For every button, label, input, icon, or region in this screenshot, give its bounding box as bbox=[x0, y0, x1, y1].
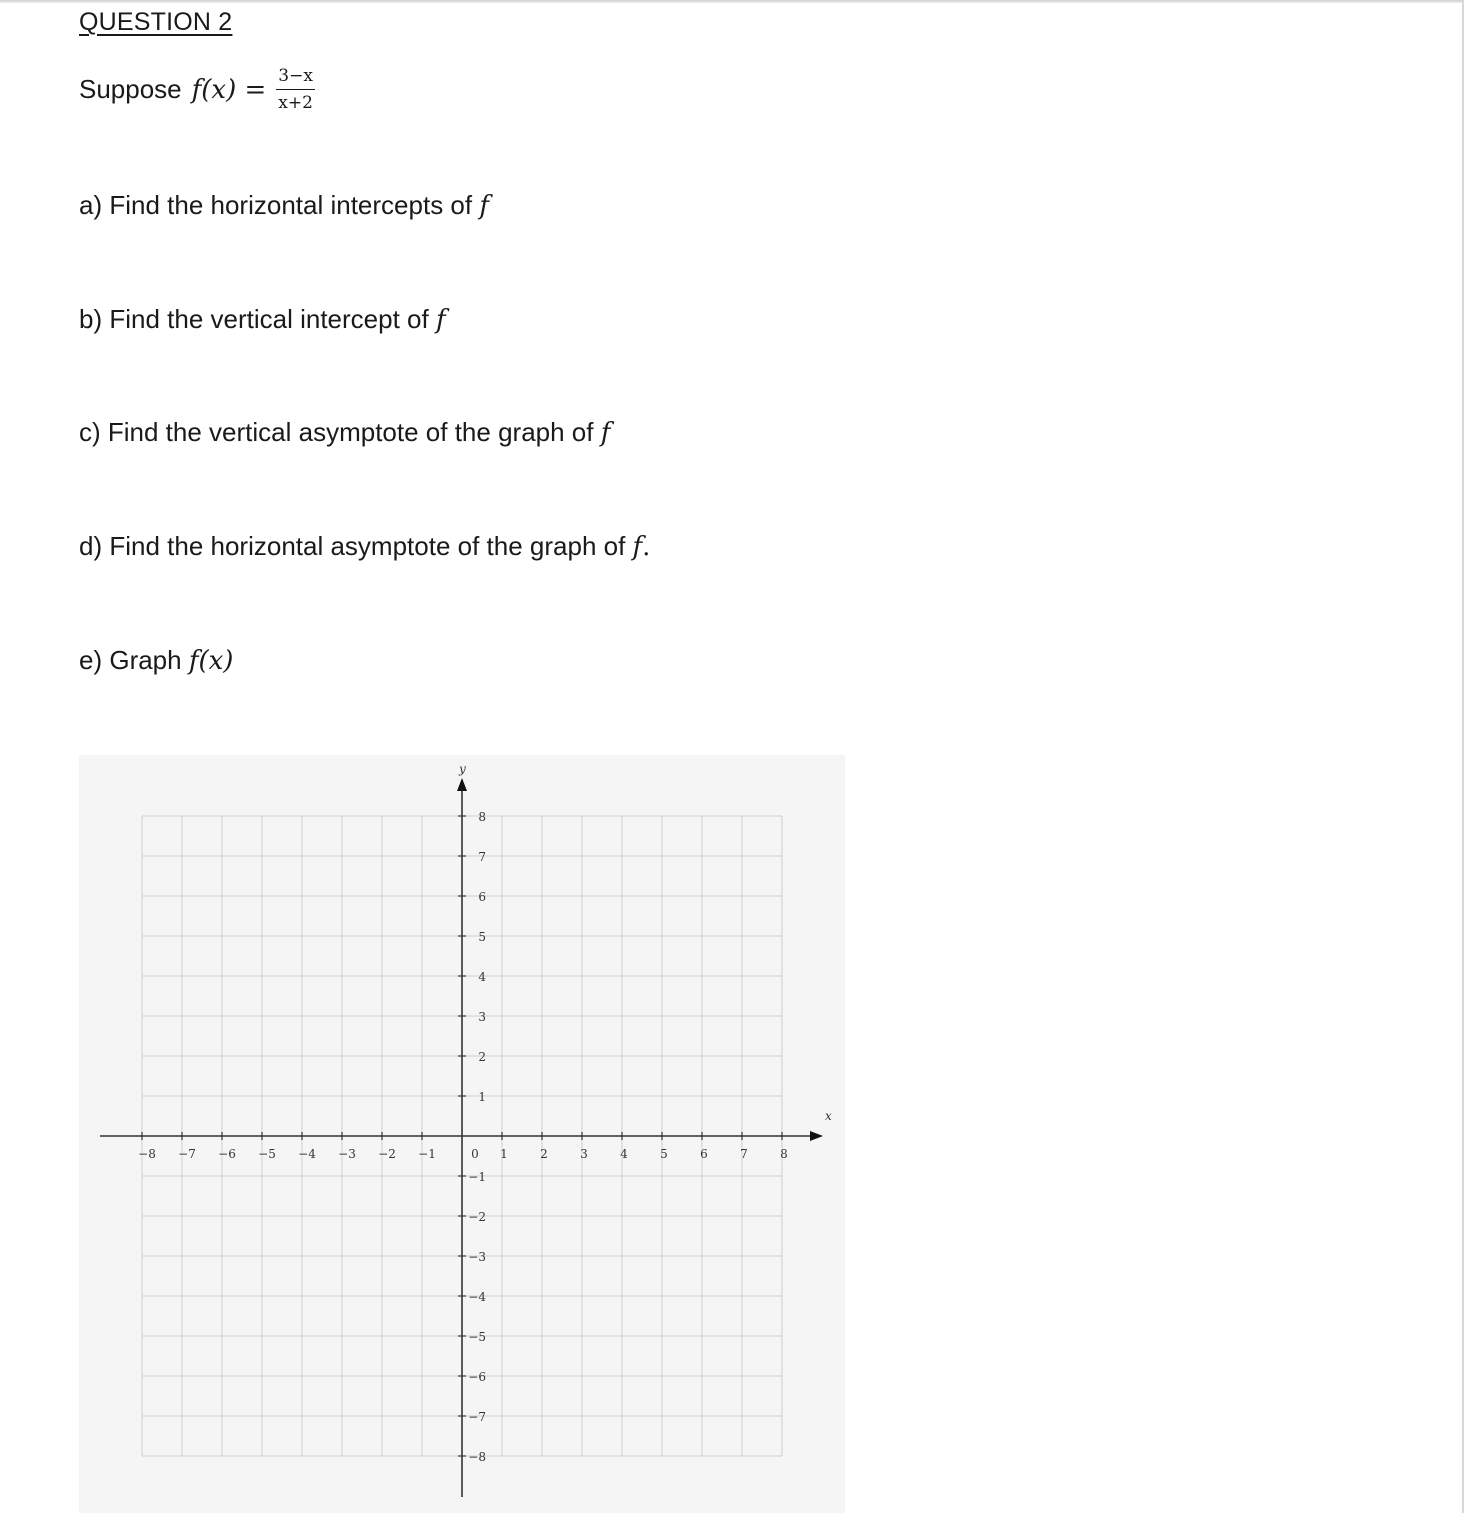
x-axis-arrow bbox=[810, 1131, 823, 1141]
part-d-suffix: . bbox=[642, 532, 651, 562]
x-axis-label: x bbox=[825, 1109, 832, 1123]
y-tick-label: −5 bbox=[468, 1330, 486, 1344]
y-tick-label: 7 bbox=[478, 850, 486, 864]
part-c-text: c) Find the vertical asymptote of the graph of bbox=[79, 417, 601, 447]
x-tick-label: 6 bbox=[700, 1147, 708, 1161]
part-b-symbol: f bbox=[435, 305, 446, 335]
x-tick-label: −7 bbox=[178, 1147, 196, 1161]
tick-labels bbox=[138, 810, 788, 1464]
x-tick-label: 7 bbox=[740, 1147, 748, 1161]
x-tick-label: −6 bbox=[218, 1147, 236, 1161]
x-tick-label: −8 bbox=[138, 1147, 156, 1161]
x-tick-label: −1 bbox=[418, 1147, 436, 1161]
origin-label: 0 bbox=[471, 1147, 479, 1161]
fraction-numerator: 3−x bbox=[276, 66, 315, 90]
y-tick-label: 4 bbox=[478, 970, 486, 984]
x-tick-label: 8 bbox=[780, 1147, 788, 1161]
part-a-symbol: f bbox=[479, 191, 489, 221]
x-tick-label: −4 bbox=[298, 1147, 316, 1161]
part-b-text: b) Find the vertical intercept of bbox=[79, 304, 436, 334]
coordinate-grid-panel[interactable] bbox=[79, 755, 845, 1513]
part-e bbox=[79, 645, 233, 676]
part-e-symbol: f(x) bbox=[188, 646, 234, 676]
x-tick-label: −3 bbox=[338, 1147, 356, 1161]
y-tick-label: −7 bbox=[468, 1410, 486, 1424]
part-d bbox=[79, 531, 650, 562]
function-definition bbox=[79, 66, 315, 113]
top-border bbox=[0, 0, 1464, 3]
x-tick-label: 2 bbox=[540, 1147, 548, 1161]
part-a-text: a) Find the horizontal intercepts of bbox=[79, 190, 480, 220]
y-tick-label: 2 bbox=[478, 1050, 486, 1064]
part-c-symbol: f bbox=[600, 418, 611, 448]
x-tick-label: −2 bbox=[378, 1147, 396, 1161]
y-tick-label: −2 bbox=[468, 1210, 486, 1224]
part-c bbox=[79, 417, 610, 448]
part-e-text: e) Graph bbox=[79, 645, 189, 675]
y-tick-label: −3 bbox=[468, 1250, 486, 1264]
y-tick-label: −8 bbox=[468, 1450, 486, 1464]
coordinate-grid[interactable] bbox=[79, 755, 845, 1513]
y-tick-label: 5 bbox=[478, 930, 486, 944]
part-d-text: d) Find the horizontal asymptote of the graph of bbox=[79, 531, 633, 561]
y-tick-label: 6 bbox=[478, 890, 486, 904]
y-tick-label: −4 bbox=[468, 1290, 486, 1304]
x-tick-label: 5 bbox=[660, 1147, 668, 1161]
question-title: QUESTION 2 bbox=[79, 8, 233, 36]
suppose-label: Suppose bbox=[79, 74, 182, 104]
x-tick-label: 4 bbox=[620, 1147, 628, 1161]
part-d-symbol: f bbox=[632, 532, 643, 562]
function-fraction bbox=[276, 66, 315, 113]
x-tick-label: 1 bbox=[500, 1147, 508, 1161]
y-tick-label: 1 bbox=[478, 1090, 486, 1104]
part-b bbox=[79, 304, 446, 335]
y-axis-arrow bbox=[457, 778, 467, 791]
fraction-denominator: x+2 bbox=[278, 93, 313, 113]
y-tick-label: 8 bbox=[478, 810, 486, 824]
function-lhs: f(x) = bbox=[191, 74, 267, 105]
part-a bbox=[79, 190, 489, 221]
y-tick-label: −6 bbox=[468, 1370, 486, 1384]
x-tick-label: 3 bbox=[580, 1147, 588, 1161]
y-tick-label: 3 bbox=[478, 1010, 486, 1024]
y-axis-label: y bbox=[459, 762, 466, 776]
axes bbox=[100, 778, 823, 1497]
y-tick-label: −1 bbox=[468, 1170, 486, 1184]
x-tick-label: −5 bbox=[258, 1147, 276, 1161]
